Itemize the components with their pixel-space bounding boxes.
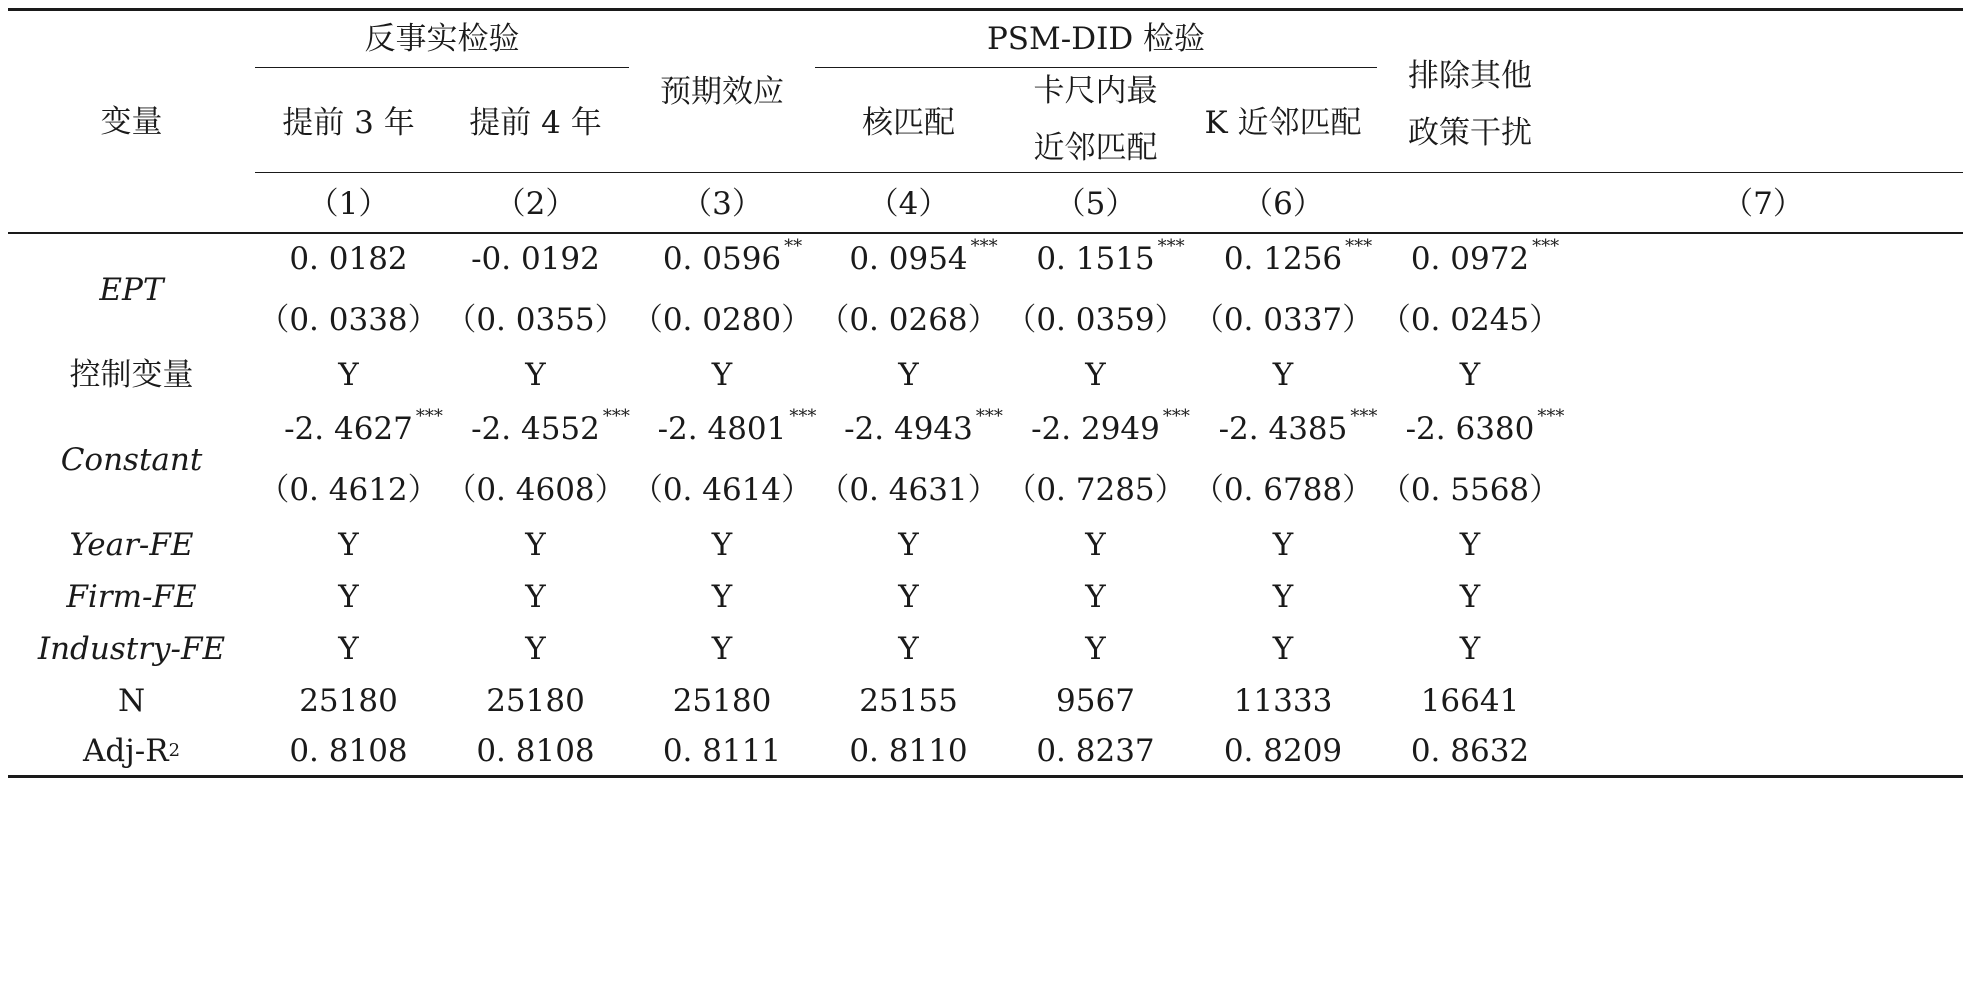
ept-coef-5: 0. 1515 — [1036, 241, 1155, 277]
firm-fe-value-1: Y — [338, 578, 359, 615]
ept-cell-1 — [255, 240, 442, 340]
ept-se-5: （0. 0359） — [1005, 302, 1186, 338]
ept-se-3: （0. 0280） — [631, 302, 813, 338]
constant-se-7: （0. 5568） — [1379, 472, 1561, 508]
ept-se-4: （0. 0268） — [818, 302, 999, 338]
adj-r2-value-1: 0. 8108 — [289, 732, 408, 769]
header-bottom-rule — [8, 232, 1963, 234]
controls-value-2: Y — [525, 356, 546, 393]
constant-cell-2 — [442, 406, 630, 510]
header-col6: K 近邻匹配 — [1204, 104, 1362, 141]
controls-value-5: Y — [1085, 356, 1106, 393]
row-label-year-fe: Year-FE — [69, 526, 194, 563]
constant-se-1: （0. 4612） — [258, 472, 439, 508]
row-label-controls: 控制变量 — [69, 356, 194, 393]
col-number-2: （2） — [494, 185, 577, 222]
firm-fe-value-3: Y — [711, 578, 733, 615]
adj-r2-value-5: 0. 8237 — [1036, 732, 1155, 769]
header-group-counterfactual: 反事实检验 — [364, 20, 520, 57]
adj-r2-value-6: 0. 8209 — [1223, 732, 1343, 769]
constant-coef-4: -2. 4943 — [844, 411, 973, 447]
constant-se-3: （0. 4614） — [631, 472, 813, 508]
industry-fe-value-2: Y — [525, 630, 546, 667]
constant-cell-5 — [1002, 406, 1190, 510]
industry-fe-value-4: Y — [898, 630, 919, 667]
header-exclude-policy-line1: 排除其他 — [1408, 58, 1532, 94]
constant-se-4: （0. 4631） — [818, 472, 999, 508]
col-number-4: （4） — [867, 185, 950, 222]
header-exclude-policy-line2: 政策干扰 — [1408, 115, 1532, 151]
industry-fe-value-1: Y — [338, 630, 359, 667]
col-number-3: （3） — [681, 185, 763, 222]
controls-value-1: Y — [338, 356, 359, 393]
col-number-5: （5） — [1054, 185, 1137, 222]
firm-fe-value-6: Y — [1272, 578, 1294, 615]
adj-r2-value-3: 0. 8111 — [662, 732, 782, 769]
constant-stars-7: *** — [1537, 406, 1565, 427]
constant-cell-6 — [1189, 406, 1378, 510]
constant-coef-5: -2. 2949 — [1031, 411, 1160, 447]
header-col1: 提前 3 年 — [282, 104, 415, 141]
year-fe-value-1: Y — [338, 526, 359, 563]
controls-value-6: Y — [1272, 356, 1294, 393]
ept-coef-7: 0. 0972 — [1410, 241, 1530, 277]
year-fe-value-5: Y — [1085, 526, 1106, 563]
ept-coef-4: 0. 0954 — [849, 241, 968, 277]
constant-coef-1: -2. 4627 — [284, 411, 413, 447]
header-exclude-policy — [1377, 40, 1563, 170]
controls-value-7: Y — [1459, 356, 1481, 393]
industry-fe-value-5: Y — [1085, 630, 1106, 667]
firm-fe-value-5: Y — [1085, 578, 1106, 615]
ept-se-1: （0. 0338） — [258, 302, 439, 338]
col-number-6: （6） — [1242, 185, 1324, 222]
year-fe-value-4: Y — [898, 526, 919, 563]
row-label-constant: Constant — [60, 441, 203, 478]
ept-cell-5 — [1002, 236, 1189, 340]
firm-fe-value-2: Y — [525, 578, 546, 615]
col-number-7: （7） — [1722, 185, 1804, 222]
constant-stars-2: *** — [602, 406, 630, 427]
ept-cell-3 — [629, 236, 815, 340]
constant-cell-1 — [255, 406, 443, 510]
group-rule-counterfactual — [255, 67, 629, 68]
constant-coef-2: -2. 4552 — [471, 411, 600, 447]
adj-r2-label: Adj-R — [82, 732, 169, 769]
header-variable: 变量 — [100, 103, 163, 140]
header-expected-effect: 预期效应 — [660, 73, 784, 110]
top-rule — [8, 8, 1963, 11]
constant-stars-1: *** — [415, 406, 443, 427]
ept-cell-7 — [1377, 236, 1563, 340]
ept-coef-6: 0. 1256 — [1223, 241, 1343, 277]
row-label-ept: EPT — [99, 271, 164, 308]
controls-value-3: Y — [711, 356, 733, 393]
constant-cell-4 — [815, 406, 1003, 510]
year-fe-value-6: Y — [1272, 526, 1294, 563]
ept-se-7: （0. 0245） — [1379, 302, 1561, 338]
constant-se-5: （0. 7285） — [1005, 472, 1186, 508]
n-value-1: 25180 — [299, 682, 398, 719]
ept-cell-2 — [442, 240, 629, 340]
row-label-adj-r2 — [8, 726, 255, 776]
ept-coef-2: -0. 0192 — [471, 241, 600, 277]
header-col2: 提前 4 年 — [469, 104, 602, 141]
ept-stars-6: *** — [1345, 236, 1373, 257]
n-value-2: 25180 — [486, 682, 585, 719]
n-value-5: 9567 — [1056, 682, 1135, 719]
constant-stars-6: *** — [1350, 406, 1378, 427]
ept-se-6: （0. 0337） — [1192, 302, 1374, 338]
header-col5-line2: 近邻匹配 — [1033, 130, 1158, 166]
n-value-6: 11333 — [1233, 682, 1333, 719]
adj-r2-superscript: 2 — [168, 740, 181, 761]
firm-fe-value-4: Y — [898, 578, 919, 615]
header-col5 — [1002, 70, 1189, 170]
row-label-firm-fe: Firm-FE — [66, 578, 197, 615]
constant-stars-3: *** — [789, 406, 817, 427]
adj-r2-value-4: 0. 8110 — [849, 732, 968, 769]
year-fe-value-3: Y — [711, 526, 733, 563]
ept-coef-3: 0. 0596 — [662, 241, 782, 277]
industry-fe-value-6: Y — [1272, 630, 1294, 667]
adj-r2-value-7: 0. 8632 — [1410, 732, 1530, 769]
col-number-1: （1） — [307, 185, 390, 222]
constant-se-6: （0. 6788） — [1192, 472, 1374, 508]
constant-stars-5: *** — [1162, 406, 1190, 427]
constant-coef-6: -2. 4385 — [1218, 411, 1348, 447]
n-value-7: 16641 — [1420, 682, 1520, 719]
industry-fe-value-3: Y — [711, 630, 733, 667]
year-fe-value-7: Y — [1459, 526, 1481, 563]
ept-stars-4: *** — [970, 236, 998, 257]
row-label-industry-fe: Industry-FE — [37, 630, 226, 667]
adj-r2-value-2: 0. 8108 — [476, 732, 595, 769]
constant-coef-3: -2. 4801 — [657, 411, 787, 447]
ept-cell-6 — [1189, 236, 1377, 340]
constant-stars-4: *** — [975, 406, 1003, 427]
header-col5-line1: 卡尺内最 — [1033, 73, 1158, 109]
ept-stars-3: ** — [784, 236, 803, 257]
ept-cell-4 — [815, 236, 1002, 340]
firm-fe-value-7: Y — [1459, 578, 1481, 615]
ept-coef-1: 0. 0182 — [289, 241, 408, 277]
row-label-n: N — [117, 682, 146, 719]
constant-cell-7 — [1377, 406, 1565, 510]
header-col4: 核匹配 — [862, 104, 955, 141]
n-value-4: 25155 — [859, 682, 958, 719]
n-value-3: 25180 — [672, 682, 772, 719]
ept-stars-5: *** — [1157, 236, 1185, 257]
header-group-psm: PSM-DID 检验 — [986, 20, 1206, 57]
ept-stars-7: *** — [1532, 236, 1560, 257]
constant-coef-7: -2. 6380 — [1405, 411, 1535, 447]
controls-value-4: Y — [898, 356, 919, 393]
industry-fe-value-7: Y — [1459, 630, 1481, 667]
ept-se-2: （0. 0355） — [445, 302, 626, 338]
year-fe-value-2: Y — [525, 526, 546, 563]
constant-cell-3 — [629, 406, 817, 510]
constant-se-2: （0. 4608） — [445, 472, 626, 508]
